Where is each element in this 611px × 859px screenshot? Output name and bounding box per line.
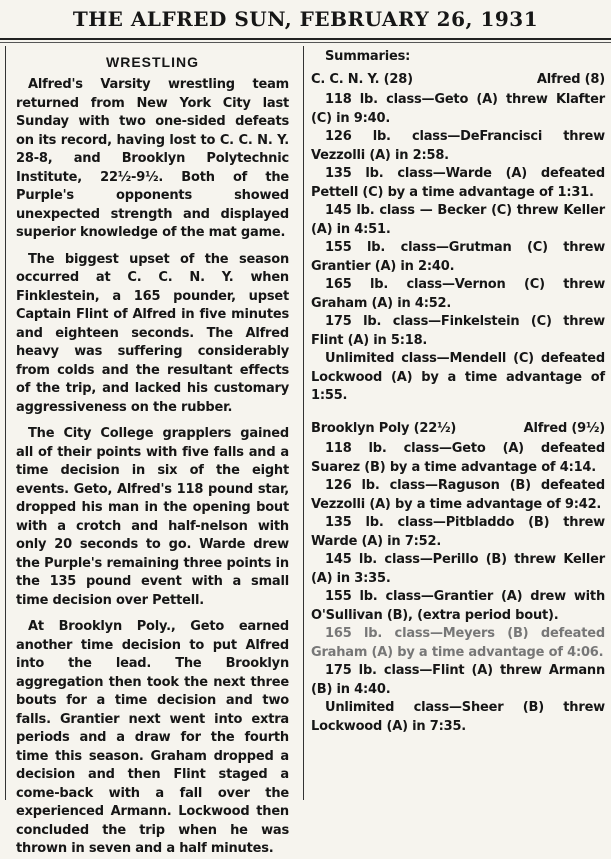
paragraph-2: The biggest upset of the season occurred at C. C. N. Y. when Finklestein, a 165 pounder, upset Captain Flint of Alfred in five minutes and eighteen seconds. The Alfred heavy was suffering considerably from colds and the resultant effects of the trip, and lacked his customary aggressiveness on the rubber.: [16, 251, 289, 415]
summaries-label: Summaries:: [325, 49, 411, 64]
bout-entry: 118 lb. class—Geto (A) threw Klafter (C) in 9:40.: [311, 92, 605, 126]
bout-entry: 126 lb. class—Raguson (B) defeated Vezzolli (A) by a time advantage of 9:42.: [311, 478, 605, 512]
article-headline: WRESTLING: [106, 54, 199, 70]
bout-entry: 145 lb. class—Perillo (B) threw Keller (A) in 3:35.: [311, 552, 605, 586]
bout-entry: 126 lb. class—DeFrancisci threw Vezzolli (A) in 2:58.: [311, 129, 605, 163]
ccny-alfred-score: Alfred (8): [536, 71, 605, 87]
bout-entry: 165 lb. class—Meyers (B) defeated Graham (A) by a time advantage of 4:06.: [311, 626, 605, 660]
masthead-rule-thin: [0, 42, 611, 43]
paragraph-4: At Brooklyn Poly., Geto earned another time decision to put Alfred into the lead. The Brooklyn aggregation then took the next three bouts for a time decision and two falls. Grantier next went into extra periods and a draw for the fourth time this season. Graham dropped a decision and then Flint staged a come-back with a fall over the experienced Armann. Lockwood then concluded the trip when he was thrown in seven and a half minutes.: [16, 619, 289, 856]
bout-entry: 155 lb. class—Grutman (C) threw Grantier (A) in 2:40.: [311, 240, 605, 274]
ccny-team-score: C. C. N. Y. (28): [311, 71, 413, 87]
paragraph-1: Alfred's Varsity wrestling team returned from New York City last Sunday with two one-sided defeats on its record, having lost to C. C. N. Y. 28-8, and Brooklyn Polytechnic Institute, 22½-9½. Both of the Purple's opponents showed unexpected strength and displayed superior knowledge of the mat game.: [16, 77, 289, 240]
masthead-rule: [0, 38, 611, 40]
poly-score-line: [311, 420, 605, 439]
bout-entry: Unlimited class—Mendell (C) defeated Lockwood (A) by a time advantage of 1:55.: [311, 351, 605, 403]
right-column: [309, 46, 607, 800]
bout-entry: 155 lb. class—Grantier (A) drew with O'Sullivan (B), (extra period bout).: [311, 589, 605, 623]
bout-entry: Unlimited class—Sheer (B) threw Lockwood (A) in 7:35.: [311, 700, 605, 734]
column-divider: [303, 46, 304, 800]
poly-team-score: Brooklyn Poly (22½): [311, 420, 457, 436]
bout-entry: 135 lb. class—Warde (A) defeated Pettell (C) by a time advantage of 1:31.: [311, 166, 605, 200]
bout-entry: 175 lb. class—Finkelstein (C) threw Flint (A) in 5:18.: [311, 314, 605, 348]
bout-entry: 145 lb. class — Becker (C) threw Keller (A) in 4:51.: [311, 203, 605, 237]
bout-entry: 165 lb. class—Vernon (C) threw Graham (A) in 4:52.: [311, 277, 605, 311]
bout-entry: 118 lb. class—Geto (A) defeated Suarez (B) by a time advantage of 4:14.: [311, 441, 605, 475]
ccny-score-line: [311, 71, 605, 90]
paragraph-3: The City College grapplers gained all of their points with five falls and a time decision in six of the eight events. Geto, Alfred's 118 pound star, dropped his man in the opening bout with a crotch and half-nelson with only 20 seconds to go. Warde drew the Purple's remaining three points in the 135 pound event with a small time decision over Pettell.: [16, 426, 289, 608]
bout-entry: 135 lb. class—Pitbladdo (B) threw Warde (A) in 7:52.: [311, 515, 605, 549]
left-column: [5, 46, 295, 856]
bout-entry: 175 lb. class—Flint (A) threw Armann (B) in 4:40.: [311, 663, 605, 697]
masthead: THE ALFRED SUN, FEBRUARY 26, 1931: [72, 7, 539, 31]
poly-alfred-score: Alfred (9½): [523, 420, 605, 436]
